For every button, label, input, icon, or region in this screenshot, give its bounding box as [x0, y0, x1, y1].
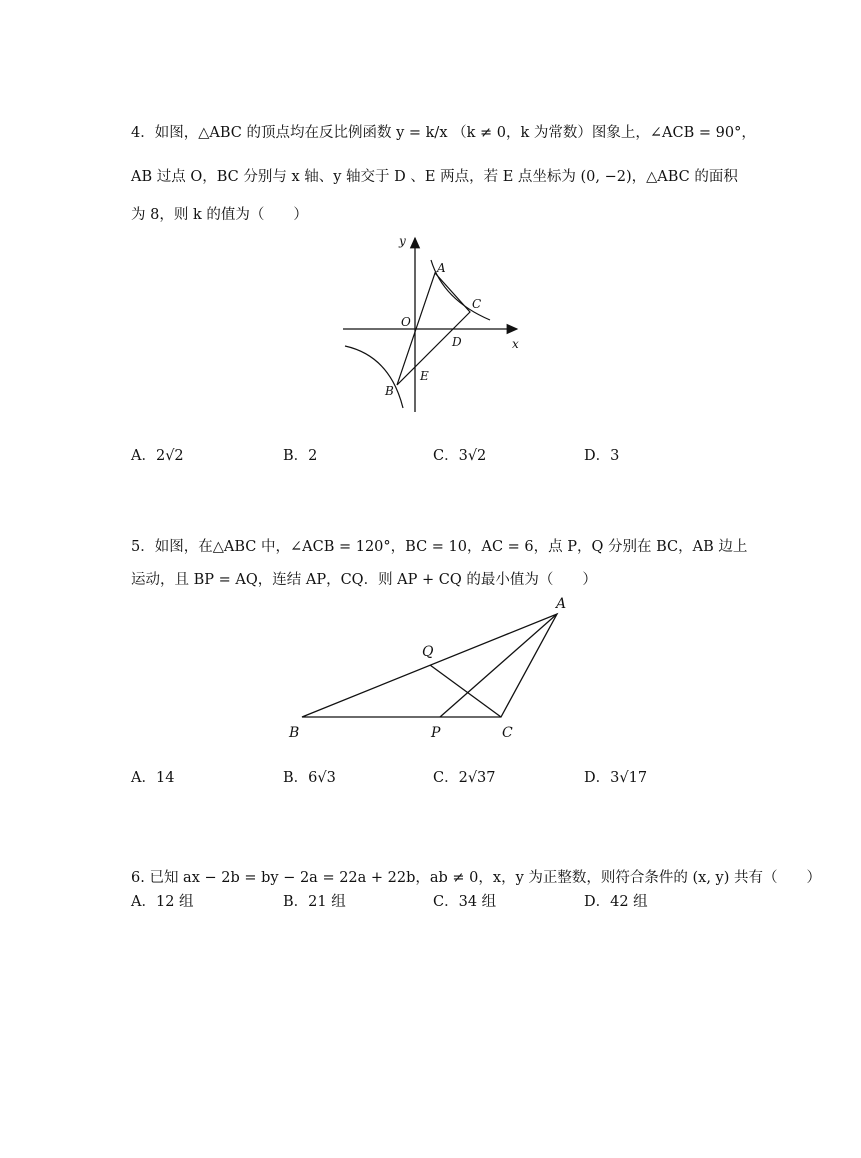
q4-stem-line-1: 4．如图，△ABC 的顶点均在反比例函数 y = k/x （k ≠ 0，k 为常数）图象上，∠ACB = 90°，: [131, 125, 756, 141]
q5-stem-line-1: 5．如图，在△ABC 中，∠ACB = 120°，BC = 10，AC = 6，点 P，Q 分别在 BC，AB 边上: [131, 539, 748, 555]
hyperbola-branch-2: [345, 346, 403, 408]
q6-option-c: C．34 组: [433, 894, 497, 910]
q6-option-a: A．12 组: [131, 894, 194, 910]
q5-stem-line-2: 运动，且 BP = AQ，连结 AP，CQ．则 AP + CQ 的最小值为（ ）: [131, 572, 597, 588]
segment-ap: [440, 614, 557, 717]
label-y: y: [399, 234, 406, 248]
triangle-abc: [302, 614, 557, 717]
label-b: B: [289, 725, 300, 741]
label-p: P: [431, 725, 441, 741]
q5-figure: [280, 590, 580, 750]
q4-figure: [335, 230, 535, 420]
q4-option-a: A．2√2: [131, 448, 184, 464]
label-q: Q: [422, 644, 434, 660]
label-c: C: [502, 725, 513, 741]
label-x: x: [512, 337, 519, 351]
label-a: A: [437, 261, 446, 275]
label-e: E: [420, 369, 429, 383]
q4-stem-line-3: 为 8，则 k 的值为（ ）: [131, 207, 308, 223]
q4-option-b: B．2: [283, 448, 318, 464]
q5-option-b: B．6√3: [283, 770, 336, 786]
q6-stem-line-1: 6. 已知 ax − 2b = by − 2a = 22a + 22b，ab ≠ 0，x，y 为正整数，则符合条件的 (x, y) 共有（ ）: [131, 870, 822, 886]
label-o: O: [401, 315, 411, 329]
q4-option-d: D．3: [584, 448, 620, 464]
q4-stem-line-2: AB 过点 O，BC 分别与 x 轴、y 轴交于 D 、E 两点，若 E 点坐标为 (0, −2)，△ABC 的面积: [131, 169, 738, 185]
q5-option-c: C．2√37: [433, 770, 496, 786]
q6-option-b: B．21 组: [283, 894, 346, 910]
label-b: B: [385, 384, 394, 398]
label-a: A: [556, 596, 567, 612]
q5-option-a: A．14: [131, 770, 175, 786]
q4-option-c: C．3√2: [433, 448, 487, 464]
q6-option-d: D．42 组: [584, 894, 648, 910]
q5-option-d: D．3√17: [584, 770, 648, 786]
label-c: C: [472, 297, 482, 311]
label-d: D: [452, 335, 462, 349]
